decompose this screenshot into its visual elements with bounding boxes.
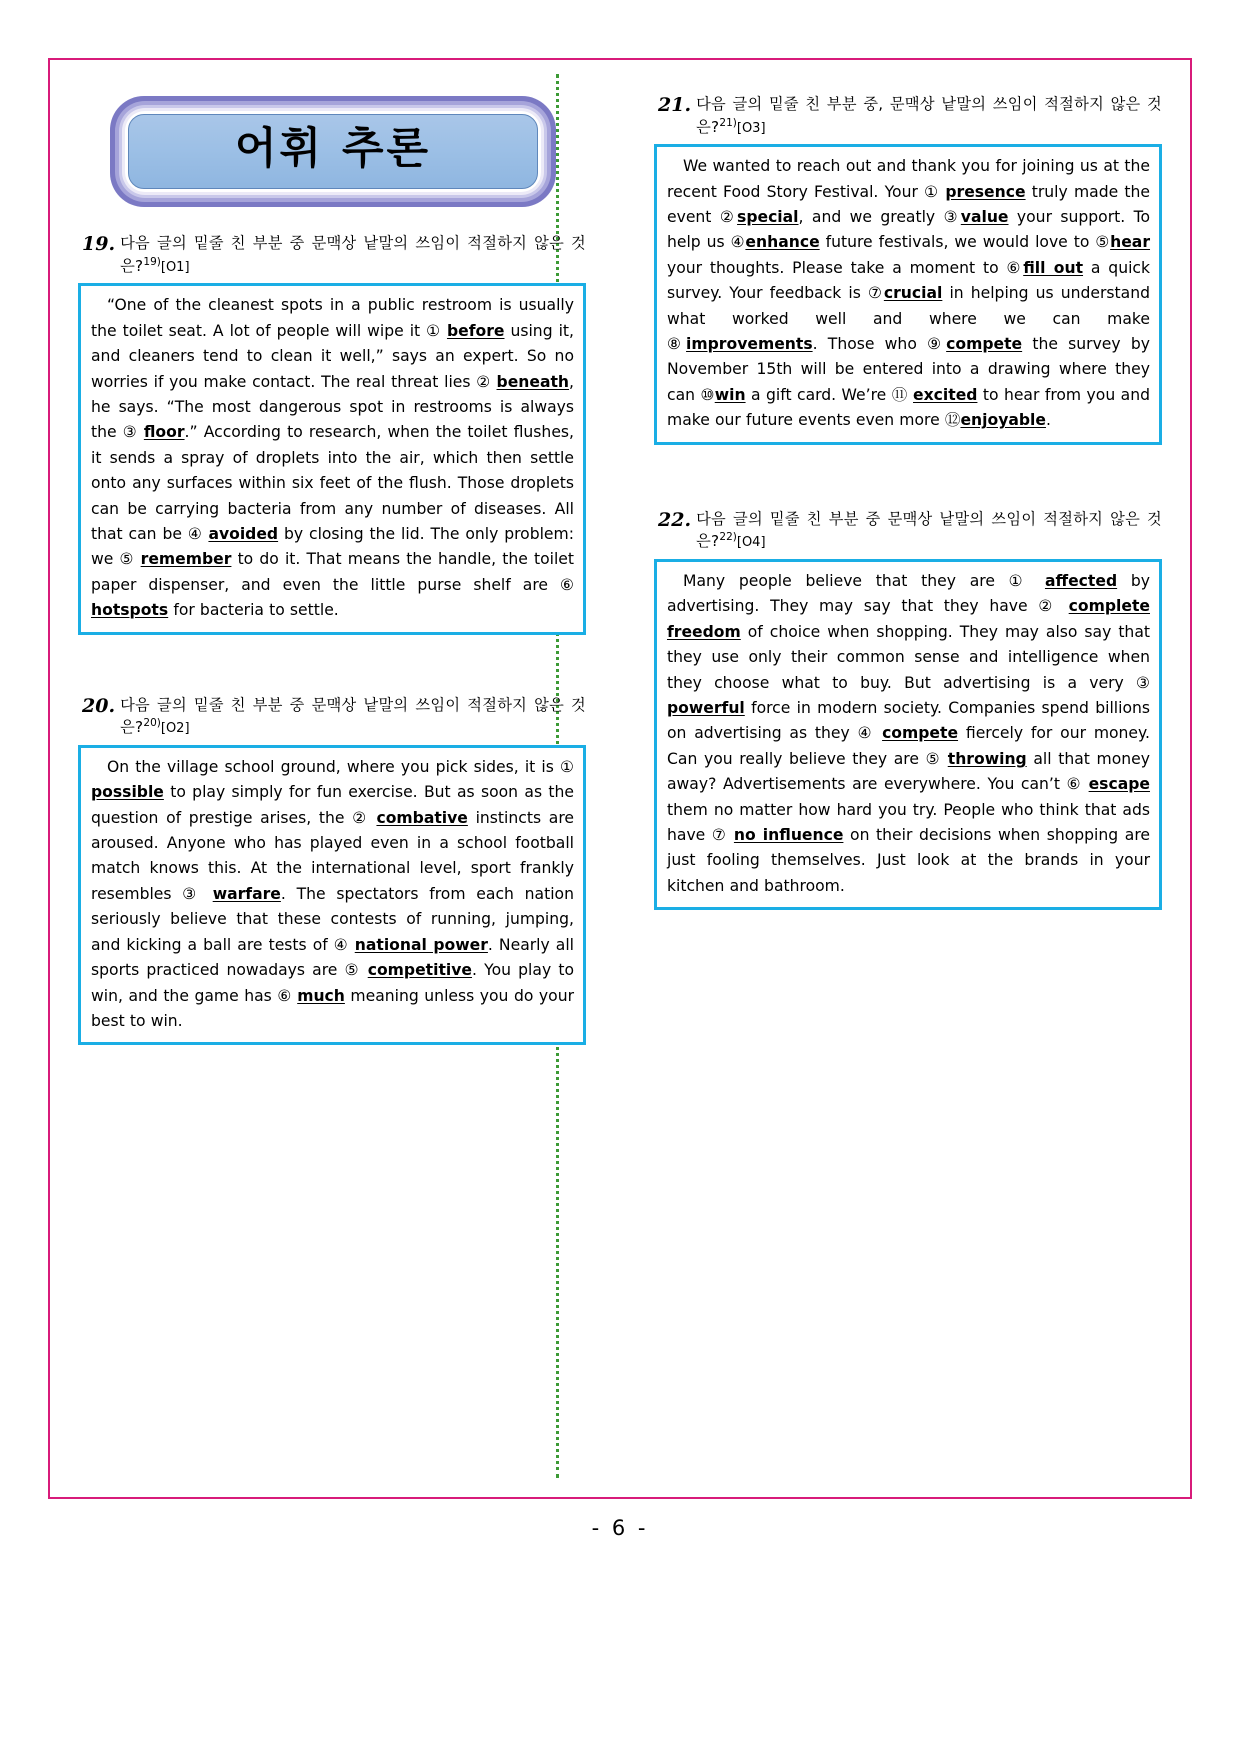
question-22-prompt xyxy=(696,509,1162,553)
question-21 xyxy=(654,94,1162,445)
passage-22 xyxy=(654,559,1162,910)
question-22 xyxy=(654,509,1162,911)
banner-ring-1 xyxy=(110,96,556,207)
question-21-code: [O3] xyxy=(736,120,766,136)
question-19-prompt-text: 다음 글의 밑줄 친 부분 중 문맥상 낱말의 쓰임이 적절하지 않은 것은? xyxy=(120,234,586,275)
question-19 xyxy=(78,233,586,635)
question-20-prompt-text: 다음 글의 밑줄 친 부분 중 문맥상 낱말의 쓰임이 적절하지 않은 것은? xyxy=(120,695,586,737)
question-21-footnote: 21) xyxy=(719,116,737,129)
question-22-footnote: 22) xyxy=(719,531,737,544)
question-19-footnote: 19) xyxy=(143,255,161,268)
question-19-header xyxy=(78,233,586,277)
passage-20 xyxy=(78,745,586,1045)
passage-21 xyxy=(654,144,1162,444)
passage-22-text: Many people believe that they are ① affected by advertising. They may say that they have ② complete freedom of choice when shopping. They may also say that they use only their common sense and intelligence when they choose what to buy. But advertising is a very ③ powerful force in modern society. Companies spend billions on advertising as they ④ compete fiercely for our money. Can you really believe they are ⑤ throwing all that money away? Advertisements are everywhere. You can’t ⑥ escape them no matter how hard you try. People who think that ads have ⑦ no influence on their decisions when shopping are just fooling themselves. Just look at the brands in your kitchen and bathroom. xyxy=(667,571,1150,895)
title-banner xyxy=(110,96,556,207)
question-21-number: 21. xyxy=(658,94,692,116)
question-19-code: [O1] xyxy=(160,259,190,275)
question-22-prompt-text: 다음 글의 밑줄 친 부분 중 문맥상 낱말의 쓰임이 적절하지 않은 것은? xyxy=(696,509,1162,551)
question-20-header xyxy=(78,695,586,739)
question-20-footnote: 20) xyxy=(143,717,161,730)
right-column xyxy=(654,58,1162,1499)
page-content xyxy=(48,58,1192,1499)
left-column xyxy=(78,58,586,1499)
passage-19-text: “One of the cleanest spots in a public restroom is usually the toilet seat. A lot of people will wipe it ① before using it, and cleaners tend to clean it well,” says an expert. So no worries if you make contact. The real threat lies ② beneath, he says. “The most dangerous spot in restrooms is always the ③ floor.” According to research, when the toilet flushes, it sends a spray of droplets into the air, which then settle onto any surfaces within six feet of the flush. Those droplets can be carrying bacteria from any number of diseases. All that can be ④ avoided by closing the lid. The only problem: we ⑤ remember to do it. That means the handle, the toilet paper dispenser, and even the little purse shelf are ⑥ hotspots for bacteria to settle. xyxy=(91,296,574,620)
banner-title-text: 어휘 추론 xyxy=(234,124,432,174)
question-21-header xyxy=(654,94,1162,138)
question-19-number: 19. xyxy=(82,233,116,256)
passage-21-text: We wanted to reach out and thank you for joining us at the recent Food Story Festival. Your ① presence truly made the event ②special, and we greatly ③value your support. To help us ④enhance future festivals, we would love to ⑤hear your thoughts. Please take a moment to ⑥fill out a quick survey. Your feedback is ⑦crucial in helping us understand what worked well and where we can make ⑧improvements. Those who ⑨compete the survey by November 15th will be entered into a drawing where they can ⑩win a gift card. We’re ⑪ excited to hear from you and make our future events even more ⑫enjoyable. xyxy=(667,157,1151,430)
passage-20-text: On the village school ground, where you pick sides, it is ① possible to play simply for fun exercise. But as soon as the question of prestige arises, the ② combative instincts are aroused. Anyone who has played even in a school football match knows this. At the international level, sport frankly resembles ③ warfare. The spectators from each nation seriously believe that these contests of running, jumping, and kicking a ball are tests of ④ national power. Nearly all sports practiced nowadays are ⑤ competitive. You play to win, and the game has ⑥ much meaning unless you do your best to win. xyxy=(91,757,574,1030)
question-20 xyxy=(78,695,586,1046)
question-21-prompt xyxy=(696,94,1162,138)
banner-ring-2 xyxy=(115,101,551,202)
banner-core xyxy=(128,114,538,189)
question-21-prompt-text: 다음 글의 밑줄 친 부분 중, 문맥상 낱말의 쓰임이 적절하지 않은 것은? xyxy=(696,95,1162,136)
question-20-number: 20. xyxy=(82,694,116,717)
banner-ring-5 xyxy=(125,111,541,192)
question-22-header xyxy=(654,509,1162,553)
question-20-code: [O2] xyxy=(160,721,190,737)
question-22-code: [O4] xyxy=(736,535,766,551)
banner-ring-3 xyxy=(119,105,547,198)
question-19-prompt xyxy=(120,233,586,277)
page-number-footer: - 6 - xyxy=(591,1516,649,1540)
banner-ring-4 xyxy=(122,108,544,195)
question-22-number: 22. xyxy=(658,508,692,531)
passage-19 xyxy=(78,283,586,634)
question-20-prompt xyxy=(120,695,586,739)
